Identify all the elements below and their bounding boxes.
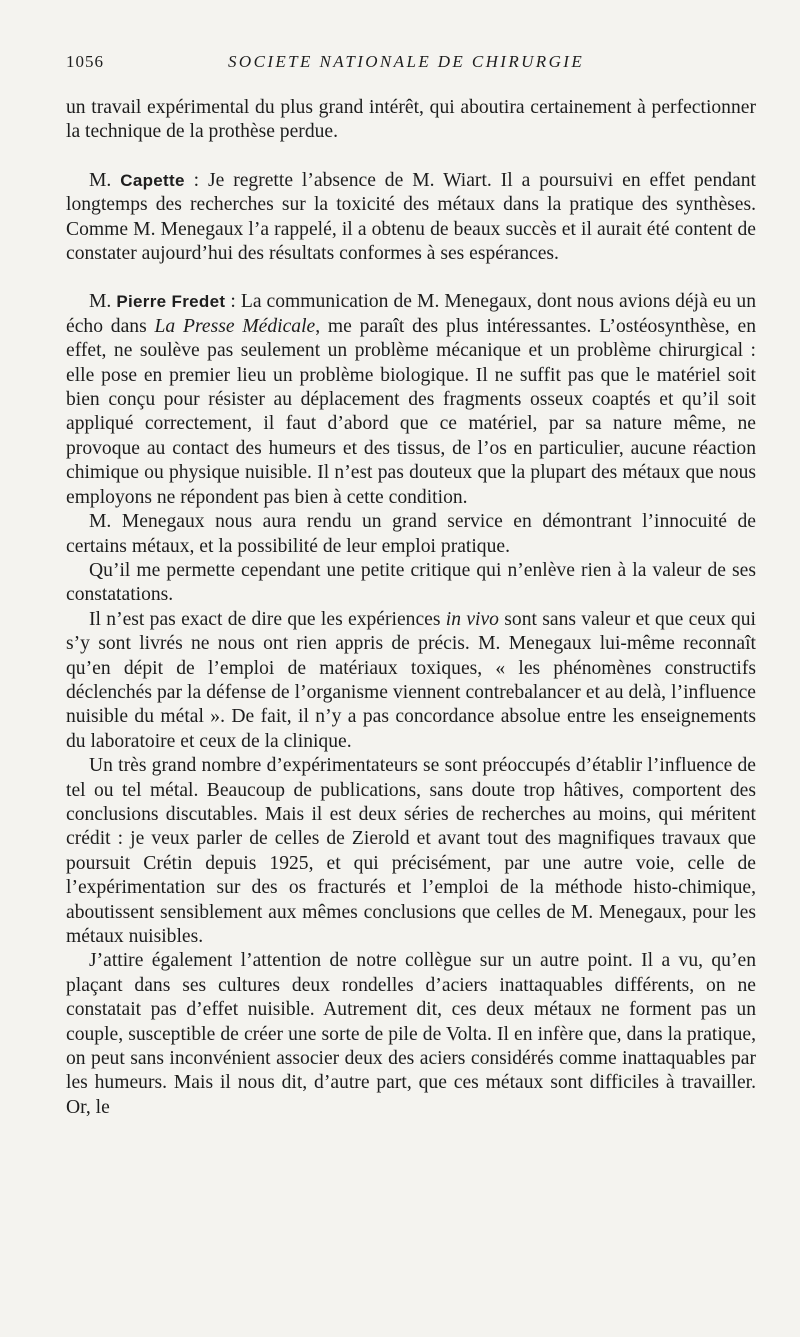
paragraph: M. Menegaux nous aura rendu un grand service en démontrant l’innocuité de certains métaux, et la possibilité de leur emploi pratique. [66, 511, 756, 557]
speaker-prefix: M. [89, 169, 112, 191]
body-text [66, 96, 756, 1120]
page-number: 1056 [66, 52, 104, 71]
paragraph-text: Il n’est pas exact de dire que les expériences [89, 608, 446, 630]
paragraph [66, 608, 756, 754]
journal-title: La Presse Médicale [154, 315, 316, 337]
speaker-name: Pierre Fredet [116, 292, 226, 312]
speaker-prefix: M. [89, 291, 112, 313]
paragraph: J’attire également l’attention de notre collègue sur un autre point. Il a vu, qu’en plaçant dans ses cultures deux rondelles d’aciers inattaquables différents, on ne constatait pas d’effet nuisible. Autrement dit, ces deux métaux ne forment pas un couple, susceptible de créer une sorte de pile de Volta. Il en infère que, dans la pratique, on peut sans inconvénient associer deux des aciers considérés comme inattaquables par les humeurs. Mais il nous dit, d’autre part, que ces métaux sont difficiles à travailler. Or, le [66, 950, 756, 1118]
paragraph-text: sont sans valeur et que ceux qui s’y sont livrés ne nous ont rien appris de précis. M. Menegaux lui-même reconnaît qu’en dépit de l’emploi de matériaux toxiques, « les phénomènes constructifs déclenchés par la défense de l’organisme viennent contrebalancer et au delà, l’influence nuisible du métal ». De fait, il n’y a pas concordance absolue entre les enseignements du laboratoire et ceux de la clinique. [66, 608, 756, 752]
speaker-name: Capette [120, 170, 185, 190]
latin-term: in vivo [445, 608, 499, 630]
paragraph-capette [66, 169, 756, 267]
paragraph-continuation: un travail expérimental du plus grand intérêt, qui aboutira certainement à perfectionner la technique de la prothèse perdue. [66, 97, 756, 143]
paragraph: Un très grand nombre d’expérimentateurs se sont préoccupés d’établir l’influence de tel ou tel métal. Beaucoup de publications, sans doute trop hâtives, comportent des conclusions discutables. Mais il est deux séries de recherches au moins, qui méritent crédit : je veux parler de celles de Zierold et avant tout des magnifiques travaux que poursuit Crétin depuis 1925, et qui précisément, par une autre voie, celle de l’expérimentation sur des os fracturés et l’emploi de la méthode histo-chimique, aboutissent sensiblement aux mêmes conclusions que celles de M. Menegaux, pour les métaux nuisibles. [66, 755, 756, 947]
running-title: SOCIETE NATIONALE DE CHIRURGIE [228, 52, 585, 71]
paragraph-text: , me paraît des plus intéressantes. L’ostéosynthèse, en effet, ne soulève pas seulement un problème mécanique et un problème chirurgical : elle pose en premier lieu un problème biologique. Il ne suffit pas que le matériel soit bien conçu pour résister au déplacement des fragments osseux coaptés et qu’il soit appliqué correctement, il faut d’abord que ce matériel, par sa nature même, ne provoque au contact des humeurs et des tissus, de l’os en particulier, aucune réaction chimique ou physique nuisible. Il n’est pas douteux que la plupart des métaux que nous employons ne répondent pas bien à cette condition. [66, 315, 756, 508]
paragraph-text: : La communication de M. Menegaux, dont nous avions déjà eu un écho dans [66, 291, 756, 337]
paragraph: Qu’il me permette cependant une petite critique qui n’enlève rien à la valeur de ses constatations. [66, 559, 756, 606]
paragraph-fredet [66, 290, 756, 510]
paragraph-text: : Je regrette l’absence de M. Wiart. Il a poursuivi en effet pendant longtemps des recherches sur la toxicité des métaux dans la pratique des synthèses. Comme M. Menegaux l’a rappelé, il a obtenu de beaux succès et il aurait été content de constater aujourd’hui des résultats conformes à ses espérances. [66, 169, 756, 265]
page-header [66, 52, 748, 76]
